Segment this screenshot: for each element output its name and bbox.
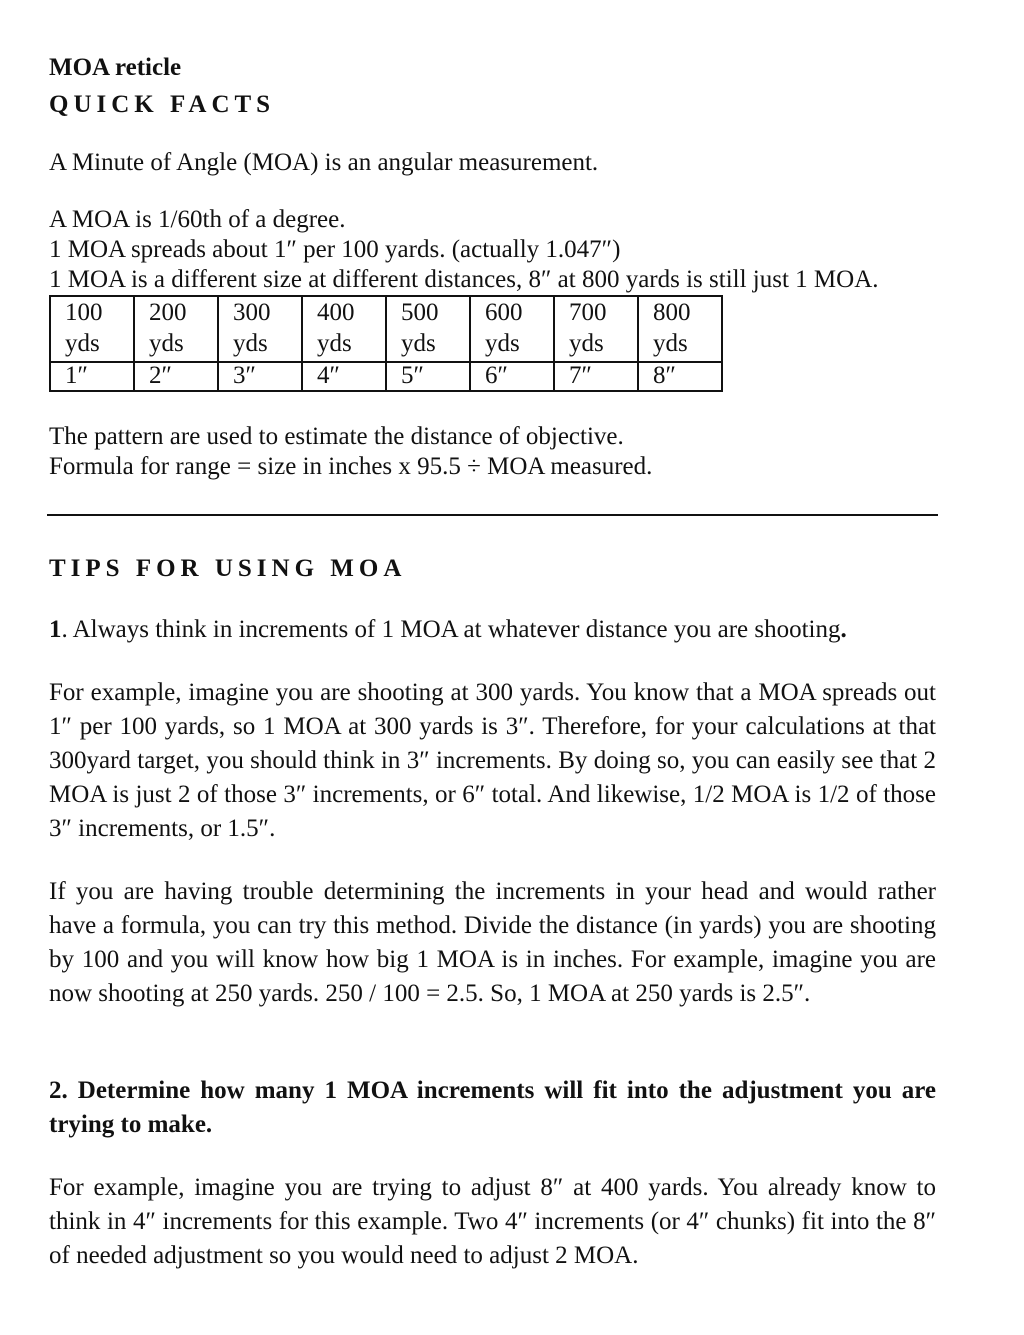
table-cell-distance: 400 yds xyxy=(302,296,386,362)
range-formula: Formula for range = size in inches x 95.5 ÷ MOA measured. xyxy=(49,453,653,480)
table-cell-size: 5″ xyxy=(386,362,470,391)
tip-1-end: . xyxy=(840,616,847,643)
tips-heading: TIPS FOR USING MOA xyxy=(49,555,407,582)
table-row-distances xyxy=(50,296,722,362)
table-row-sizes xyxy=(50,362,722,391)
table-cell-distance: 100 yds xyxy=(50,296,134,362)
moa-distance-table xyxy=(49,295,723,392)
table-cell-distance: 200 yds xyxy=(134,296,218,362)
table-cell-size: 2″ xyxy=(134,362,218,391)
quick-fact-1: A MOA is 1/60th of a degree. xyxy=(49,206,346,233)
tip-1-text: . Always think in increments of 1 MOA at whatever distance you are shooting xyxy=(61,616,841,643)
document-title: MOA reticle xyxy=(49,54,182,81)
tip-2-example-paragraph: For example, imagine you are trying to adjust 8″ at 400 yards. You already know to think in 4″ increments for this example. Two 4″ increments (or 4″ chunks) fit into the 8″ of needed adjustment so you would need to adjust 2 MOA. xyxy=(49,1174,936,1269)
pattern-note: The pattern are used to estimate the distance of objective. xyxy=(49,423,624,450)
tip-1-example-paragraph: For example, imagine you are shooting at 300 yards. You know that a MOA spreads out 1″ per 100 yards, so 1 MOA at 300 yards is 3″. Therefore, for your calculations at that 300yard target, you should think in 3″ increments. By doing so, you can easily see that 2 MOA is just 2 of those 3″ increments, or 6″ total. And likewise, 1/2 MOA is 1/2 of those 3″ increments, or 1.5″. xyxy=(49,679,936,842)
section-divider xyxy=(47,514,938,516)
table-cell-size: 1″ xyxy=(50,362,134,391)
tip-1-number: 1 xyxy=(49,616,62,643)
quick-facts-intro: A Minute of Angle (MOA) is an angular measurement. xyxy=(49,149,599,176)
quick-fact-2: 1 MOA spreads about 1″ per 100 yards. (actually 1.047″) xyxy=(49,236,621,263)
table-cell-distance: 800 yds xyxy=(638,296,722,362)
quick-fact-3: 1 MOA is a different size at different distances, 8″ at 800 yards is still just 1 MOA. xyxy=(49,266,879,293)
table-cell-size: 4″ xyxy=(302,362,386,391)
table-cell-size: 6″ xyxy=(470,362,554,391)
table-cell-distance: 500 yds xyxy=(386,296,470,362)
table-cell-size: 8″ xyxy=(638,362,722,391)
table-cell-size: 3″ xyxy=(218,362,302,391)
table-cell-distance: 700 yds xyxy=(554,296,638,362)
table-cell-distance: 300 yds xyxy=(218,296,302,362)
quick-facts-heading: QUICK FACTS xyxy=(49,91,276,118)
tip-1-formula-paragraph: If you are having trouble determining the increments in your head and would rather have a formula, you can try this method. Divide the distance (in yards) you are shooting by 100 and you will know how big 1 MOA is in inches. For example, imagine you are now shooting at 250 yards. 250 / 100 = 2.5. So, 1 MOA at 250 yards is 2.5″. xyxy=(49,878,936,1007)
table-cell-distance: 600 yds xyxy=(470,296,554,362)
tip-1-heading xyxy=(49,615,847,645)
table-cell-size: 7″ xyxy=(554,362,638,391)
tip-2-heading: 2. Determine how many 1 MOA increments will fit into the adjustment you are trying to make. xyxy=(49,1077,936,1138)
